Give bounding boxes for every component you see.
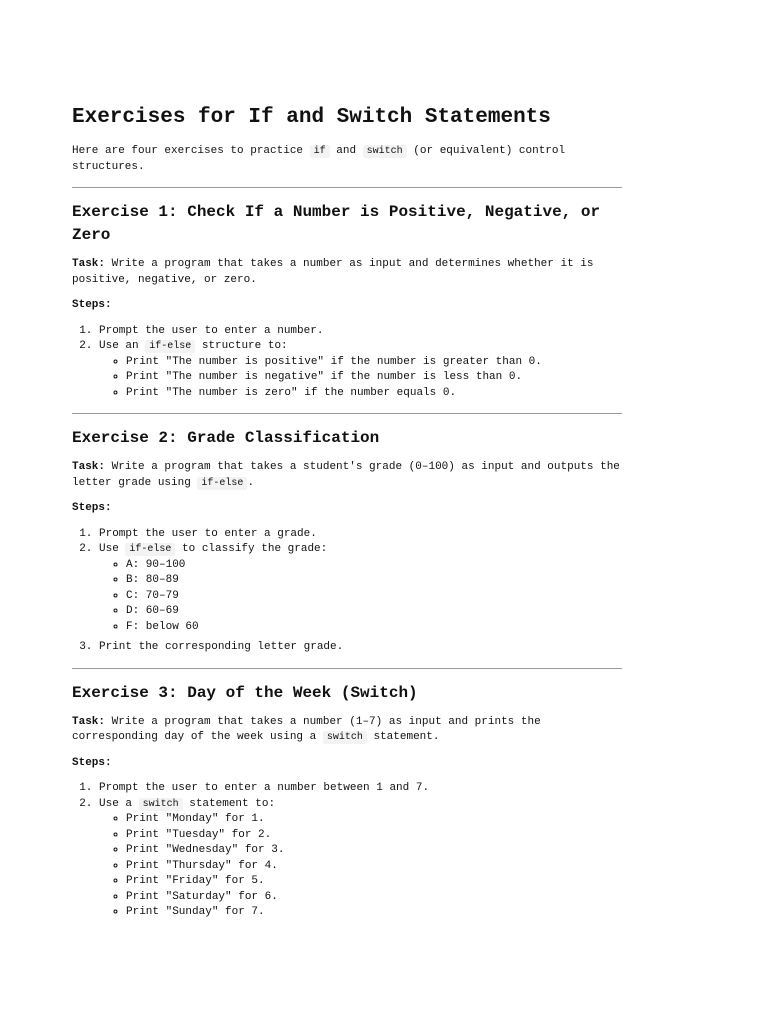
inline-code: switch (139, 798, 183, 811)
inline-code: switch (323, 731, 367, 744)
task-label: Task: (72, 461, 106, 473)
list-item: ◦ Print "Friday" for 5. (126, 874, 622, 890)
exercise-2-section (72, 427, 622, 656)
task-label: Task: (72, 715, 106, 728)
document-content (72, 104, 622, 921)
list-item: 3. Print the corresponding letter grade. (99, 640, 622, 656)
list-item: ◦ Print "The number is negative" if the number is less than 0. (126, 370, 622, 386)
exercise-1-steps-list (72, 324, 622, 402)
exercise-3-substeps (99, 812, 622, 921)
list-item: ◦ C: 70–79 (126, 589, 622, 605)
exercise-2-task: Task: Write a program that takes a student's grade (0–100) as input and outputs the letter grade using if-else . (72, 461, 620, 489)
list-item: ◦ B: 80–89 (126, 573, 622, 589)
exercise-1-task: Task: Write a program that takes a number as input and determines whether it is positive, negative, or zero. (72, 258, 594, 286)
exercise-3-title: Exercise 3: Day of the Week (Switch) (72, 683, 418, 702)
exercise-2-steps-label: Steps: (72, 502, 112, 514)
exercise-3-task: Task: Write a program that takes a number (1–7) as input and prints the corresponding day of the week using a switch statement. (72, 715, 541, 743)
list-item: 1. Prompt the user to enter a grade. (99, 527, 622, 543)
inline-code: if-else (145, 340, 195, 353)
inline-code: if-else (197, 477, 247, 490)
intro-paragraph: Here are four exercises to practice if and switch (or equivalent) control structures. (72, 145, 566, 173)
exercise-2-substeps (99, 558, 622, 636)
exercise-1-substeps (99, 355, 622, 402)
exercise-3-steps-list (72, 781, 622, 921)
inline-code-switch: switch (363, 145, 407, 158)
exercise-1-section (72, 201, 622, 401)
list-item: ◦ A: 90–100 (126, 558, 622, 574)
exercise-2-title: Exercise 2: Grade Classification (72, 429, 380, 447)
list-item: ◦ Print "Sunday" for 7. (126, 905, 622, 921)
exercise-3-steps-label: Steps: (72, 756, 112, 769)
list-item: ◦ D: 60–69 (126, 604, 622, 620)
list-item: ◦ Print "Wednesday" for 3. (126, 843, 622, 859)
list-item: 1. Prompt the user to enter a number. (99, 324, 622, 340)
list-item: 2. Use an if-else structure to: ◦ Print "The number is positive" if the number is greater than 0. ◦ Print "The number is negative" if the number is less than 0. ◦ Print "The number is zero" if the number equals 0. (99, 339, 622, 401)
exercise-3-section (72, 682, 622, 921)
inline-code-if: if (310, 145, 330, 158)
list-item: 2. Use a switch statement to: ◦ Print "Monday" for 1. ◦ Print "Tuesday" for 2. ◦ Print "Wednesday" for 3. ◦ Print "Thursday" for 4. ◦ Print "Friday" for 5. ◦ Print "Saturday" for 6. ◦ Print "Sunday" for 7. (99, 797, 622, 921)
exercise-2-steps-list (72, 527, 622, 656)
exercise-1-title: Exercise 1: Check If a Number is Positive, Negative, or Zero (72, 203, 601, 244)
list-item: ◦ Print "Thursday" for 4. (126, 859, 622, 875)
list-item: ◦ Print "Saturday" for 6. (126, 890, 622, 906)
exercise-1-steps-label: Steps: (72, 299, 112, 311)
task-label: Task: (72, 258, 106, 270)
section-divider (72, 413, 622, 414)
list-item: ◦ Print "Tuesday" for 2. (126, 828, 622, 844)
list-item: ◦ F: below 60 (126, 620, 622, 636)
page-title: Exercises for If and Switch Statements (72, 106, 551, 129)
list-item: ◦ Print "The number is positive" if the number is greater than 0. (126, 355, 622, 371)
section-divider (72, 668, 622, 669)
list-item: ◦ Print "Monday" for 1. (126, 812, 622, 828)
list-item: ◦ Print "The number is zero" if the number equals 0. (126, 386, 622, 402)
section-divider (72, 187, 622, 188)
list-item: 2. Use if-else to classify the grade: ◦ A: 90–100 ◦ B: 80–89 ◦ C: 70–79 ◦ D: 60–69 ◦ F: below 60 (99, 542, 622, 635)
inline-code: if-else (125, 543, 175, 556)
list-item: 1. Prompt the user to enter a number between 1 and 7. (99, 781, 622, 797)
